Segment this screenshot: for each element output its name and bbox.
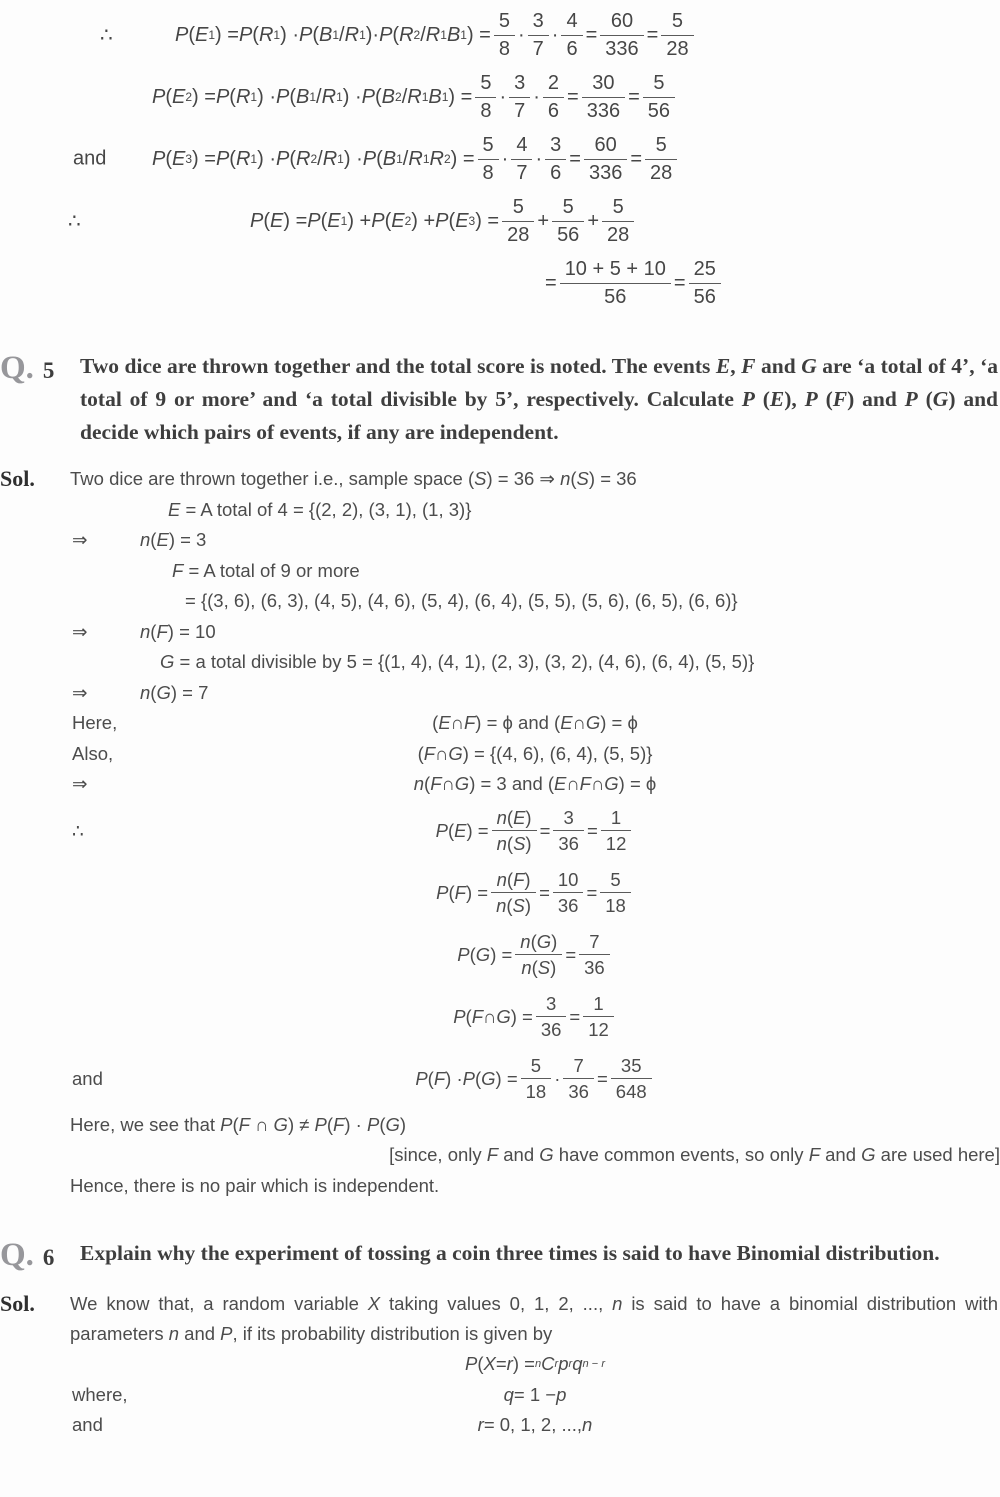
equation-q: q = 1 − p xyxy=(503,1383,567,1405)
also-label: Also, xyxy=(72,742,114,764)
solution-line xyxy=(70,1140,1000,1171)
line-text: Two dice are thrown together i.e., sample space (S) = 36 ⇒ n(S) = 36 xyxy=(70,468,637,490)
implies-symbol: ⇒ xyxy=(72,529,88,551)
equation-pe3: P ( E 3 ) = P ( R 1 ) · P ( R 2 / R 1 ) · P ( B 1 / R 1 R 2 ) = $\frac{5}{8}$ · $\frac{4}{7}$ · $\frac{3}{6}$ = $\frac{60}{336}$ = $\frac{5}{28}$ xyxy=(0,135,680,184)
line-text: ( E ∩ F ) = ϕ and ( E ∩ G ) = ϕ xyxy=(432,712,638,734)
solution-line xyxy=(70,647,1000,678)
q-letter: Q. xyxy=(0,1237,34,1273)
solution-line xyxy=(70,769,1000,800)
line-text: n(G) = 7 xyxy=(140,681,209,703)
since-note: [since, only F and G have common events, so only F and G are used here] xyxy=(389,1144,1000,1166)
line-text: E = A total of 4 = {(2, 2), (3, 1), (1, 3)} xyxy=(168,498,472,520)
line-text: Here, we see that P(F ∩ G) ≠ P(F) · P(G) xyxy=(70,1113,407,1135)
equation-pe: P ( E ) = $\frac{n(E)}{n(S)}$ = $\frac{3}{36}$ = $\frac{1}{12}$ xyxy=(70,808,1000,854)
solution-line xyxy=(70,495,1000,526)
solution-line xyxy=(70,739,1000,770)
equation-pf: P ( F ) = $\frac{n(F)}{n(S)}$ = $\frac{10}{36}$ = $\frac{5}{18}$ xyxy=(70,870,1000,916)
solution-line xyxy=(70,464,1000,495)
equation-row xyxy=(70,800,1000,862)
equation-row xyxy=(70,1349,1000,1380)
solution-line xyxy=(70,556,1000,587)
intro-text: We know that, a random variable X taking values 0, 1, 2, ..., n is said to have a binomial distribution with parameters n and P, if its probability distribution is given by xyxy=(70,1293,998,1344)
therefore-symbol: ∴ xyxy=(68,210,81,233)
solution-6 xyxy=(0,1289,1000,1441)
solution-5-content xyxy=(70,464,1000,1201)
equation-row xyxy=(0,252,1000,314)
equation-row xyxy=(70,1410,1000,1441)
equation-row xyxy=(70,862,1000,924)
previous-solution-continuation xyxy=(0,0,1000,314)
line-text: n(E) = 3 xyxy=(140,529,207,551)
solution-6-marker: Sol. xyxy=(0,1291,35,1316)
equation-pe1: P ( E 1 ) = P ( R 1 ) · P ( B 1 / R 1 )· P ( R 2 / R 1 B 1 ) = $\frac{5}{8}$ · $\frac{3}{7}$ · $\frac{4}{6}$ = $\frac{60}{336}$ = $\frac{5}{28}$ xyxy=(0,11,697,60)
equation-row xyxy=(70,924,1000,986)
equation-r: r = 0, 1, 2, ..., n xyxy=(477,1414,593,1436)
equation-row xyxy=(0,190,1000,252)
equation-row xyxy=(0,4,1000,66)
solution-line xyxy=(70,1171,1000,1202)
equation-pfg: P ( F ∩ G ) = $\frac{3}{36}$ = $\frac{1}{12}$ xyxy=(70,994,1000,1040)
question-6-marker xyxy=(0,1237,80,1274)
question-5-number: 5 xyxy=(42,358,55,383)
solution-line xyxy=(70,1289,1000,1349)
therefore-symbol: ∴ xyxy=(72,819,84,841)
implies-symbol: ⇒ xyxy=(72,620,88,642)
question-5-text: Two dice are thrown together and the total score is noted. The events E, F and G are ‘a total of 4’, ‘a total of 9 or more’ and ‘a total divisible by 5’, respectively. Calculate P (E), P (F) and P (G) and decide which pairs of events, if any are independent. xyxy=(80,354,999,444)
solution-line xyxy=(70,525,1000,556)
solution-line xyxy=(70,708,1000,739)
here-label: Here, xyxy=(72,712,118,734)
and-label: and xyxy=(72,1414,103,1436)
question-6 xyxy=(0,1237,1000,1274)
equation-pe-result: = $\frac{10 + 5 + 10}{56}$ = $\frac{25}{56}$ xyxy=(0,259,724,308)
line-text: = {(3, 6), (6, 3), (4, 5), (4, 6), (5, 4), (6, 4), (5, 5), (5, 6), (6, 5), (6, 6)} xyxy=(185,590,738,612)
solution-line xyxy=(70,678,1000,709)
and-label: and xyxy=(72,1067,103,1089)
equation-pg: P ( G ) = $\frac{n(G)}{n(S)}$ = $\frac{7}{36}$ xyxy=(70,932,1000,978)
question-6-text: Explain why the experiment of tossing a coin three times is said to have Binomial distribution. xyxy=(80,1241,940,1265)
line-text: n(F) = 10 xyxy=(140,620,216,642)
solution-line xyxy=(70,586,1000,617)
therefore-symbol: ∴ xyxy=(100,24,113,47)
line-text: n ( F ∩ G ) = 3 and ( E ∩ F ∩ G ) = ϕ xyxy=(413,773,657,795)
question-6-number: 6 xyxy=(42,1245,55,1270)
solution-line xyxy=(70,617,1000,648)
question-5 xyxy=(0,350,1000,449)
equation-row xyxy=(70,1380,1000,1411)
solution-line xyxy=(70,1110,1000,1141)
equation-row xyxy=(70,1048,1000,1110)
solution-5-marker: Sol. xyxy=(0,466,35,491)
implies-symbol: ⇒ xyxy=(72,681,88,703)
equation-pe2: P ( E 2 ) = P ( R 1 ) · P ( B 1 / R 1 ) · P ( B 2 / R 1 B 1 ) = $\frac{5}{8}$ · $\frac{3}{7}$ · $\frac{2}{6}$ = $\frac{30}{336}$ = $\frac{5}{56}$ xyxy=(0,73,678,122)
implies-symbol: ⇒ xyxy=(72,773,88,795)
line-text: G = a total divisible by 5 = {(1, 4), (4, 1), (2, 3), (3, 2), (4, 6), (6, 4), (5, 5)} xyxy=(160,651,755,673)
line-text: F = A total of 9 or more xyxy=(172,559,360,581)
conclusion-text: Hence, there is no pair which is independent. xyxy=(70,1174,440,1196)
equation-pf-pg: P ( F ) · P ( G ) = $\frac{5}{18}$ · $\frac{7}{36}$ = $\frac{35}{648}$ xyxy=(70,1056,1000,1102)
line-text: ( F ∩ G ) = {(4, 6), (6, 4), (5, 5)} xyxy=(417,742,653,764)
equation-row xyxy=(0,128,1000,190)
where-label: where, xyxy=(72,1383,128,1405)
and-label: and xyxy=(73,147,107,170)
equation-row xyxy=(70,986,1000,1048)
q-letter: Q. xyxy=(0,350,34,386)
solution-5 xyxy=(0,464,1000,1201)
binomial-formula: P ( X = r ) = n C r p r q n − r xyxy=(464,1353,606,1375)
equation-pe-sum: P ( E ) = P ( E 1 ) + P ( E 2 ) + P ( E 3 ) = $\frac{5}{28}$ + $\frac{5}{56}$ + $\frac{5}{28}$ xyxy=(0,197,637,246)
equation-row xyxy=(0,66,1000,128)
question-5-marker xyxy=(0,350,80,449)
solution-6-content xyxy=(70,1289,1000,1441)
